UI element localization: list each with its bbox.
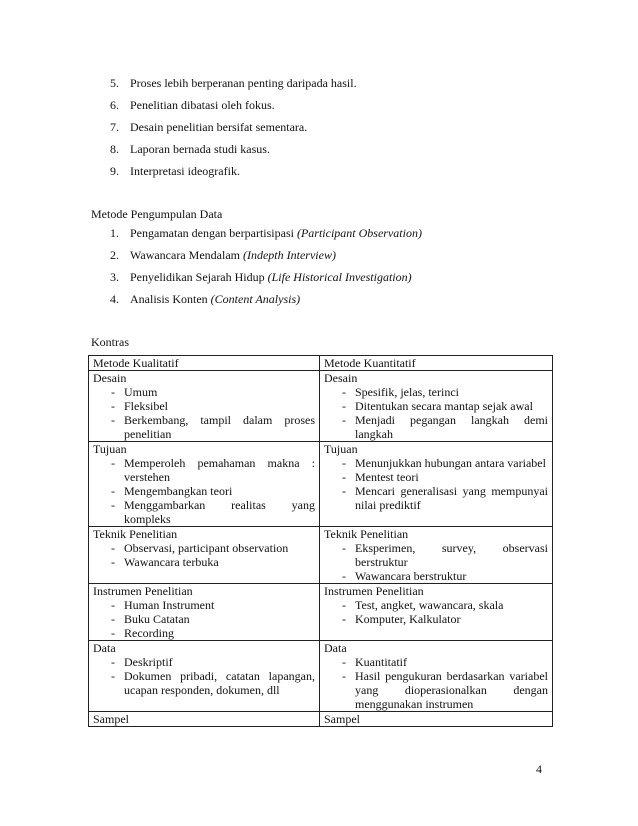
table-cell-right [320, 641, 553, 712]
table-row [89, 641, 553, 712]
cell-list [324, 655, 548, 711]
list-number: 5. [110, 76, 119, 90]
header-kualitatif: Metode Kualitatif [89, 356, 320, 371]
cell-title: Instrumen Penelitian [324, 584, 424, 598]
cell-list-item: - Eksperimen, survey, observasi berstruktur [324, 541, 548, 569]
list-number: 2. [110, 248, 119, 262]
list-text-main: Interpretasi ideografik. [130, 164, 240, 178]
cell-list-item: - Wawancara berstruktur [324, 569, 548, 583]
cell-title: Instrumen Penelitian [93, 584, 193, 598]
cell-list [324, 456, 548, 512]
list-text-main: Desain penelitian bersifat sementara. [130, 120, 308, 134]
cell-title: Sampel [93, 712, 129, 726]
list-text-main: Pengamatan dengan berpartisipasi [130, 226, 294, 240]
cell-list [324, 385, 548, 441]
cell-list-item: - Menjadi pegangan langkah demi langkah [324, 413, 548, 441]
list-text-italic: (Life Historical Investigation) [267, 270, 412, 284]
cell-list-item: - Spesifik, jelas, terinci [324, 385, 548, 399]
metode-heading: Metode Pengumpulan Data [91, 207, 223, 221]
cell-list-item: - Komputer, Kalkulator [324, 612, 548, 626]
list-text-italic: (Participant Observation) [296, 226, 422, 240]
table-row [89, 712, 553, 727]
list-text [130, 248, 336, 262]
table-cell-left [89, 371, 320, 442]
cell-list-item: - Fleksibel [93, 399, 315, 413]
cell-title: Data [93, 641, 116, 655]
table-row [89, 371, 553, 442]
cell-list-item: - Ditentukan secara mantap sejak awal [324, 399, 548, 413]
cell-list [324, 598, 548, 626]
cell-title: Sampel [324, 712, 360, 726]
list-number: 7. [110, 120, 119, 134]
header-kuantitatif: Metode Kuantitatif [320, 356, 553, 371]
cell-list-item: - Deskriptif [93, 655, 315, 669]
list-text [130, 98, 275, 112]
cell-list [324, 541, 548, 583]
list-text [130, 226, 422, 240]
cell-list-item: - Menunjukkan hubungan antara variabel [324, 456, 548, 470]
table-row [89, 584, 553, 641]
cell-list-item: - Memperoleh pemahaman makna : verstehen [93, 456, 315, 484]
kontras-table [88, 355, 553, 727]
cell-list-item: - Kuantitatif [324, 655, 548, 669]
page-number: 4 [536, 762, 542, 776]
list-text-main: Penelitian dibatasi oleh fokus. [130, 98, 275, 112]
table-cell-left [89, 442, 320, 527]
table-cell-left [89, 641, 320, 712]
list-text [130, 270, 412, 284]
cell-title: Tujuan [93, 442, 127, 456]
cell-title: Desain [324, 371, 358, 385]
cell-list-item: - Mentest teori [324, 470, 548, 484]
cell-list-item: - Mengembangkan teori [93, 484, 315, 498]
table-cell-right [320, 527, 553, 584]
cell-list-item: - Human Instrument [93, 598, 315, 612]
cell-list-item: - Umum [93, 385, 315, 399]
list-text [130, 120, 307, 134]
cell-list-item: - Menggambarkan realitas yang kompleks [93, 498, 315, 526]
list-text-italic: (Content Analysis) [210, 292, 301, 306]
cell-list-item: - Buku Catatan [93, 612, 315, 626]
list-text-main: Laporan bernada studi kasus. [130, 142, 270, 156]
list-number: 6. [110, 98, 119, 112]
list-text-main: Analisis Konten [130, 292, 208, 306]
cell-list-item: - Berkembang, tampil dalam proses penelitian [93, 413, 315, 441]
cell-list-item: - Mencari generalisasi yang mempunyai nilai prediktif [324, 484, 548, 512]
cell-title: Data [324, 641, 347, 655]
cell-list [93, 456, 315, 526]
list-number: 3. [110, 270, 119, 284]
table-cell-right [320, 442, 553, 527]
cell-list-item: - Recording [93, 626, 315, 640]
list-number: 1. [110, 226, 119, 240]
cell-list-item: - Dokumen pribadi, catatan lapangan, ucapan responden, dokumen, dll [93, 669, 315, 697]
list-text-italic: (Indepth Interview) [242, 248, 336, 262]
cell-list-item: - Hasil pengukuran berdasarkan variabel yang dioperasionalkan dengan menggunakan instrumen [324, 669, 548, 711]
cell-title: Tujuan [324, 442, 358, 456]
list-number: 9. [110, 164, 119, 178]
table-cell-left [89, 712, 320, 727]
list-text [130, 164, 240, 178]
cell-list [93, 598, 315, 640]
kontras-heading: Kontras [91, 335, 129, 349]
list-number: 4. [110, 292, 119, 306]
table-row [89, 442, 553, 527]
list-text [130, 292, 300, 306]
table-cell-right [320, 712, 553, 727]
cell-list-item: - Wawancara terbuka [93, 555, 315, 569]
table-cell-left [89, 584, 320, 641]
cell-list [93, 541, 315, 569]
cell-list [93, 385, 315, 441]
cell-list-item: - Test, angket, wawancara, skala [324, 598, 548, 612]
cell-title: Teknik Penelitian [324, 527, 409, 541]
list-text [130, 142, 270, 156]
cell-list-item: - Observasi, participant observation [93, 541, 315, 555]
list-text-main: Penyelidikan Sejarah Hidup [130, 270, 265, 284]
list-text-main: Wawancara Mendalam [130, 248, 240, 262]
table-header-row [89, 356, 553, 371]
cell-title: Desain [93, 371, 127, 385]
list-number: 8. [110, 142, 119, 156]
list-text [130, 76, 357, 90]
table-cell-right [320, 371, 553, 442]
table-cell-left [89, 527, 320, 584]
table-cell-right [320, 584, 553, 641]
cell-title: Teknik Penelitian [93, 527, 178, 541]
list-text-main: Proses lebih berperanan penting daripada hasil. [130, 76, 357, 90]
table-row [89, 527, 553, 584]
cell-list [93, 655, 315, 697]
